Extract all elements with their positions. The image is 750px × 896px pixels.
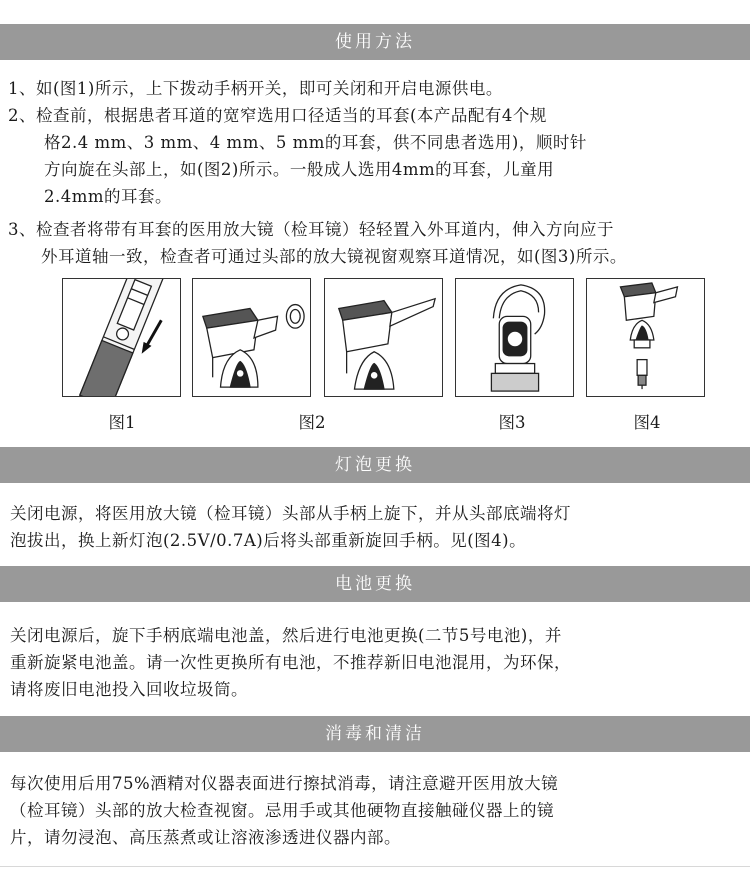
bottom-divider — [0, 866, 750, 867]
text-line: 1、如(图1)所示，上下拨动手柄开关，即可关闭和开启电源供电。 — [8, 79, 503, 98]
text-line: 格2.4 mm、3 mm、4 mm、5 mm的耳套，供不同患者选用)，顺时针 — [44, 133, 587, 152]
usage-step-1 — [8, 75, 503, 102]
usage-step-2 — [8, 102, 587, 210]
section-header-battery: 电池更换 — [0, 566, 750, 602]
text-line: 外耳道轴一致，检查者可通过头部的放大镜视窗观察耳道情况，如(图3)所示。 — [41, 247, 627, 266]
text-line: 关闭电源后，旋下手柄底端电池盖，然后进行电池更换(二节5号电池)，并 — [10, 626, 562, 645]
text-line: 片，请勿浸泡、高压蒸煮或让溶液渗透进仪器内部。 — [10, 828, 401, 847]
text-line: 每次使用后用75%酒精对仪器表面进行擦拭消毒，请注意避开医用放大镜 — [10, 774, 559, 793]
figure-4-ear-inspection-illustration — [455, 278, 574, 397]
text-line: 2、检查前，根据患者耳道的宽窄选用口径适当的耳套(本产品配有4个规 — [8, 106, 547, 125]
figure-4-caption: 图4 — [633, 413, 661, 432]
figure-3-caption: 图3 — [498, 413, 526, 432]
figure-bulb-replacement-illustration — [586, 278, 705, 397]
cleaning-paragraph — [10, 770, 558, 851]
usage-step-3 — [8, 216, 627, 270]
text-line: 重新旋紧电池盖。请一次性更换所有电池，不推荐新旧电池混用，为环保， — [10, 653, 571, 672]
bulb-paragraph — [10, 500, 571, 554]
text-line: 3、检查者将带有耳套的医用放大镜（检耳镜）轻轻置入外耳道内，伸入方向应于 — [8, 220, 614, 239]
text-line: 2.4mm的耳套。 — [44, 187, 173, 206]
figure-2-earpiece-illustration — [192, 278, 311, 397]
text-line: 泡拔出，换上新灯泡(2.5V/0.7A)后将头部重新旋回手柄。见(图4)。 — [10, 531, 527, 550]
section-header-cleaning: 消毒和清洁 — [0, 716, 750, 752]
figure-3-inspection-illustration — [324, 278, 443, 397]
section-header-bulb: 灯泡更换 — [0, 447, 750, 483]
figure-1-switch-illustration — [62, 278, 181, 397]
text-line: （检耳镜）头部的放大检查视窗。忌用手或其他硬物直接触碰仪器上的镜 — [10, 801, 554, 820]
figure-1-caption: 图1 — [108, 413, 136, 432]
section-header-usage: 使用方法 — [0, 24, 750, 60]
text-line: 方向旋在头部上，如(图2)所示。一般成人选用4mm的耳套，儿童用 — [44, 160, 555, 179]
text-line: 关闭电源，将医用放大镜（检耳镜）头部从手柄上旋下，并从头部底端将灯 — [10, 504, 571, 523]
battery-paragraph — [10, 622, 571, 703]
text-line: 请将废旧电池投入回收垃圾筒。 — [10, 680, 248, 699]
figure-2-caption: 图2 — [298, 413, 326, 432]
